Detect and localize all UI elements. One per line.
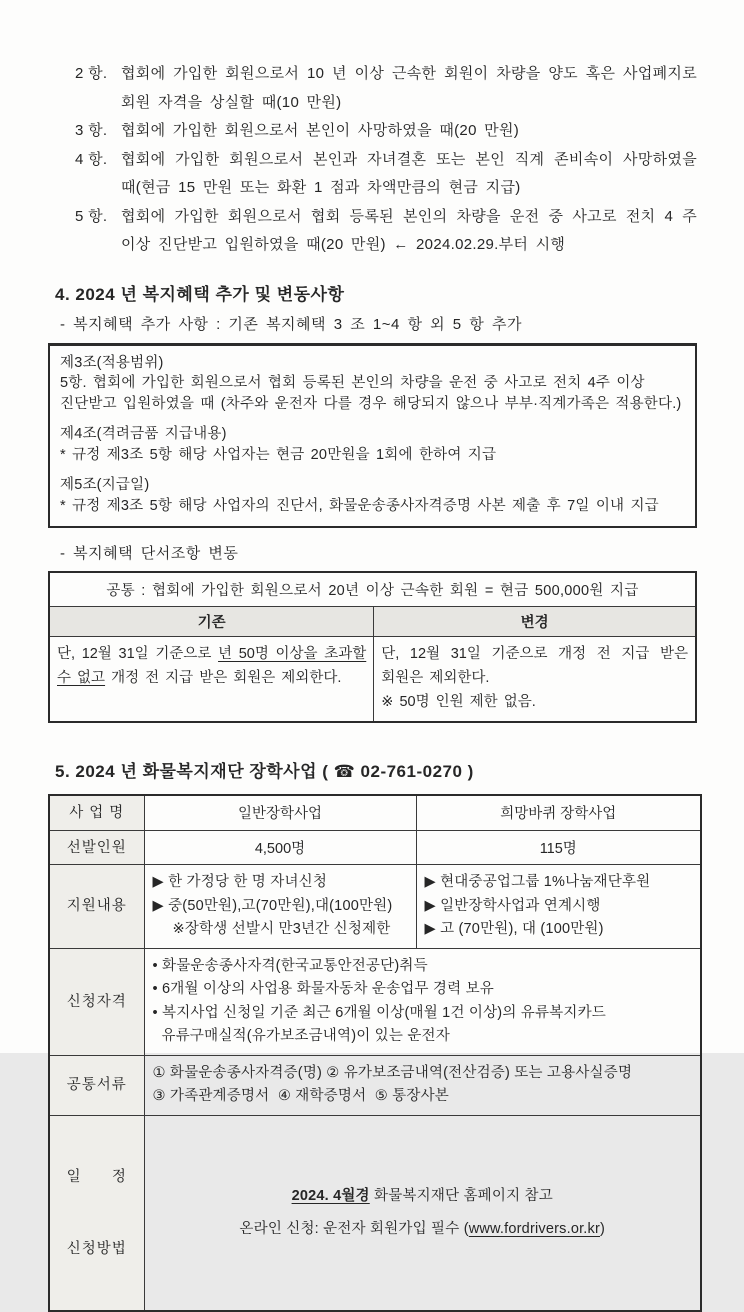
row1-general: 일반장학사업 <box>144 795 416 831</box>
new-rule-cell <box>374 636 696 722</box>
common-rule-cell: 공통 : 협회에 가입한 회원으로서 20년 이상 근속한 회원 = 현금 500,000원 지급 <box>49 572 696 606</box>
detail-line: ▶ 한 가정당 한 명 자녀신청 <box>152 874 328 890</box>
column-header-new: 변경 <box>374 606 696 636</box>
row5-documents <box>144 1055 701 1115</box>
old-rule-cell <box>49 636 374 722</box>
new-rule-line1: 단, 12월 31일 기준으로 개정 전 지급 받은 회원은 제외한다. <box>381 645 688 686</box>
row2-general-count: 4,500명 <box>144 831 416 865</box>
old-rule-underlined: 년 50명 이상을 초과할 수 없고 <box>57 645 367 686</box>
row1-label: 사 업 명 <box>49 795 144 831</box>
section4-subtitle: - 복지혜택 추가 사항 : 기존 복지혜택 3 조 1~4 항 외 5 항 추가 <box>60 315 522 333</box>
row2-hope-count: 115명 <box>416 831 701 865</box>
fordrivers-link[interactable]: www.fordrivers.or.kr <box>468 1220 601 1237</box>
article4-title: 제4조(격려금품 지급내용) <box>60 426 227 442</box>
clause-3-number: 3 항. <box>75 122 108 139</box>
eligibility-line: • 6개월 이상의 사업용 화물자동차 운송업무 경력 보유 <box>152 981 494 997</box>
schedule-rest: 화물복지재단 홈페이지 참고 <box>369 1187 553 1204</box>
row1-hope-wheel: 희망바퀴 장학사업 <box>416 795 701 831</box>
document-line: ① 화물운송종사자격증(명) ② 유가보조금내역(전산검증) 또는 고용사실증명 <box>152 1064 633 1081</box>
clause-2 <box>75 60 697 117</box>
row2-label: 선발인원 <box>49 831 144 865</box>
benefit-clause-list <box>75 60 697 260</box>
clause-3 <box>75 117 697 146</box>
clause-3-text: 협회에 가입한 회원으로서 본인이 사망하였을 때(20 만원) <box>121 122 520 139</box>
row4-eligibility <box>144 948 701 1055</box>
detail-line: ▶ 현대중공업그룹 1%나눔재단후원 <box>424 874 651 890</box>
section4-title: 4. 2024 년 복지혜택 추가 및 변동사항 <box>55 284 345 304</box>
regulation-box <box>48 343 697 529</box>
row4-label: 신청자격 <box>49 948 144 1055</box>
table-row <box>49 865 701 949</box>
schedule-line <box>153 1180 693 1213</box>
eligibility-line: • 복지사업 신청일 기준 최근 6개월 이상(매월 1건 이상)의 유류복지카드 <box>152 1004 607 1021</box>
row6-schedule-method <box>144 1115 701 1311</box>
article5-body: * 규정 제3조 5항 해당 사업자의 진단서, 화물운송종사자격증명 사본 제출 후 7일 이내 지급 <box>60 497 659 514</box>
table-row <box>49 1055 701 1115</box>
column-header-old: 기존 <box>49 606 374 636</box>
row5-label: 공통서류 <box>49 1055 144 1115</box>
article3-body: 5항. 협회에 가입한 회원으로서 협회 등록된 본인의 차량을 운전 중 사고로 전치 4주 이상 진단받고 입원하였을 때 (차주와 운전자 다를 경우 해당되지 않으나 부부·직계가족은 적용한다.) <box>60 375 682 412</box>
detail-line: ▶ 일반장학사업과 연계시행 <box>424 897 601 914</box>
new-rule-line2: ※ 50명 인원 제한 없음. <box>381 693 536 710</box>
article4 <box>60 424 685 465</box>
row3-general-details <box>144 865 416 949</box>
table-row <box>49 831 701 865</box>
clause-5-number: 5 항. <box>75 207 108 225</box>
detail-line: ▶ 중(50만원),고(70만원),대(100만원) <box>152 897 393 914</box>
eligibility-line: • 화물운송종사자격(한국교통안전공단)취득 <box>152 957 428 974</box>
table-row <box>49 948 701 1055</box>
scholarship-table <box>48 794 702 1312</box>
article3-title: 제3조(적용범위) <box>60 354 164 371</box>
old-rule-pre: 단, 12월 31일 기준으로 <box>57 645 219 662</box>
apply-pre: 온라인 신청: 운전자 회원가입 필수 ( <box>239 1220 469 1237</box>
eligibility-line: 유류구매실적(유가보조금내역)이 있는 운전자 <box>161 1028 450 1044</box>
section5-title: 5. 2024 년 화물복지재단 장학사업 ( ☎ 02-761-0270 ) <box>55 761 474 781</box>
row3-hope-details <box>416 865 701 949</box>
table-row <box>49 795 701 831</box>
clause-2-number: 2 항. <box>75 65 108 82</box>
row6-label-method: 신청방법 <box>66 1240 127 1257</box>
row3-label: 지원내용 <box>49 865 144 949</box>
clause-5-text: 협회에 가입한 회원으로서 협회 등록된 본인의 차량을 운전 중 사고로 전치 4 주 이상 진단받고 입원하였을 때(20 만원) ← 2024.02.29.부터 시행 <box>121 207 697 253</box>
clause-2-text: 협회에 가입한 회원으로서 10 년 이상 근속한 회원이 차량을 양도 혹은 사업폐지로 회원 자격을 상실할 때(10 만원) <box>121 65 697 111</box>
article3 <box>60 353 685 415</box>
benefit-change-table <box>48 571 697 723</box>
row6-label <box>49 1115 144 1311</box>
document-line: ③ 가족관계증명서 ④ 재학증명서 ⑤ 통장사본 <box>152 1088 450 1104</box>
clause-4-number: 4 항. <box>75 150 108 168</box>
article4-body: * 규정 제3조 5항 해당 사업자는 현금 20만원을 1회에 한하여 지급 <box>60 446 497 463</box>
row6-label-schedule: 일 정 <box>66 1168 127 1185</box>
table-row <box>49 1115 701 1311</box>
clause-5 <box>75 203 697 260</box>
section4-subtitle2: - 복지혜택 단서조항 변동 <box>60 545 239 562</box>
clause-4-text: 협회에 가입한 회원으로서 본인과 자녀결혼 또는 본인 직계 존비속이 사망하였을 때(현금 15 만원 또는 화환 1 점과 차액만큼의 현금 지급) <box>121 150 697 196</box>
article5 <box>60 475 685 516</box>
detail-line: ※장학생 선발시 만3년간 신청제한 <box>172 921 391 937</box>
clause-4 <box>75 146 697 203</box>
old-rule-post: 개정 전 지급 받은 회원은 제외한다. <box>105 669 342 686</box>
detail-line: ▶ 고 (70만원), 대 (100만원) <box>424 921 604 937</box>
article5-title: 제5조(지급일) <box>60 477 150 493</box>
apply-line <box>153 1213 693 1246</box>
apply-post: ) <box>600 1220 606 1237</box>
schedule-date: 2024. 4월경 <box>291 1187 370 1204</box>
